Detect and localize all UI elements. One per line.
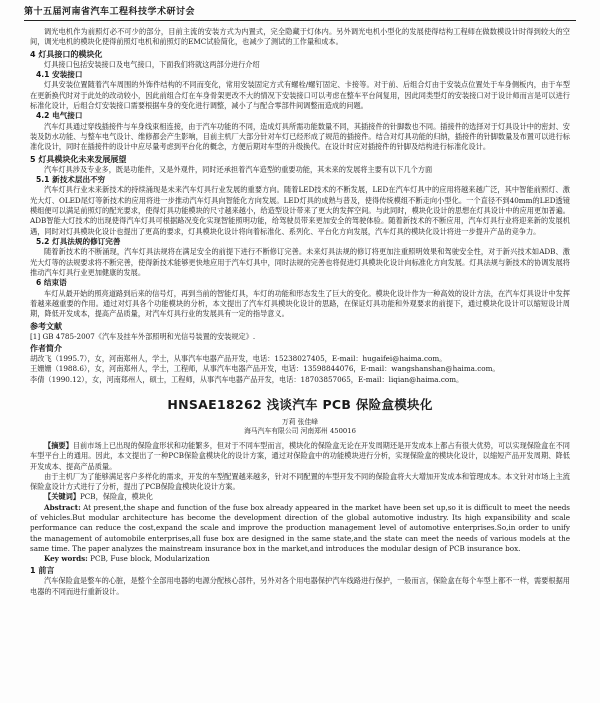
abstract-cn — [30, 441, 570, 472]
article-2-section-1-heading: 1 前言 — [30, 566, 55, 576]
keywords-cn-text: PCB，保险盒，模块化 — [79, 492, 154, 502]
abstract-en-text: At present,the shape and function of the fuse box already appeared in the market have been set up,so it is difficult to meet the needs of vehicles.But modular architecture has become the development direction of the global automotive industry. Its high expansibility and scale performance can reduce the cost,expand the scale and improve the production management level of automotive enterprises.So,in order to unify the management of automobile enterprises,all fuse box are designed in the same state,and the state can meet the needs of various models at the same time. The paper analyzes the mainstream insurance box in the market,and introduces the modular design of PCB insurance box. — [30, 502, 570, 553]
abstract-en-label: Abstract: — [44, 502, 81, 512]
article-2-section-1-body: 汽车保险盒是整车的心脏，是整个全部用电器的电源分配核心部件，另外对各个用电器保护汽车线路进行保护，一般而言，保险盒在每个车型上都不一样，需要根据用电器的不同而进行重新设计。 — [30, 576, 570, 596]
abstract-cn-2: 由于主机厂为了能够满足客户多样化的需求，开发的车型配置越来越多，针对不同配置的车型开发不同的保险盒将大大增加开发成本和管理成本。本文针对市场上主流保险盒设计方式进行了分析，提出了PCB保险盒模块化设计方案。 — [30, 471, 570, 492]
section-5-body: 汽车灯具涉及专业多，既是功能件，又是外观件，同时还承担着汽车造型的重要功能，其未来的发展将主要有以下几个方面 — [44, 164, 433, 174]
keywords-cn-label: 【关键词】 — [44, 492, 80, 502]
section-4-2-heading: 4.2 电气接口 — [36, 111, 83, 121]
section-5-2-heading: 5.2 灯具法规的修订完善 — [36, 236, 121, 246]
reference-item: [1] GB 4785-2007《汽车及挂车外部照明和光信号装置的安装规定》. — [30, 331, 256, 341]
author-info-heading: 作者简介 — [30, 344, 62, 354]
section-5-2-body: 随着新技术的不断涌现，汽车灯具法规将在满足安全的前提下进行不断修订完善。未来灯具法规的修订将更加注重照明效果和驾驶安全性，对于新兴技术如ADB、激光大灯等的法规要求将不断完善，使得新技术能够更快地应用于汽车灯具中，同时法规的完善也将促进灯具模块化设计向标准化方向发展。灯具法规与新技术的协调发展将推动汽车灯具行业更加健康的发展。 — [30, 247, 570, 278]
author-info-item: 胡改飞（1995.7），女，河南郑州人，学士，从事汽车电器产品开发，电话：15238027405，E-mail：hugaifei@haima.com。 — [30, 354, 447, 364]
keywords-en — [30, 554, 570, 564]
running-head: 第十五届河南省汽车工程科技学术研讨会 — [24, 4, 576, 21]
author-info-item: 李倩（1990.12），女，河南郑州人，硕士，工程师，从事汽车电器产品开发，电话：18703857065，E-mail：liqian@haima.com。 — [30, 374, 464, 384]
section-6-body: 车灯从最开始的照亮道路到后来的信号灯，再到当前的智能灯具，车灯的功能和形态发生了巨大的变化。模块化设计作为一种高效的设计方法，在汽车灯具设计中发挥着越来越重要的作用。通过对灯具各个功能模块的分析，本文提出了汽车灯具模块化设计的思路，在保证灯具功能和外观要求的前提下，通过模块化设计可以缩短设计周期，降低开发成本，提高产品质量，对汽车灯具行业的发展具有一定的指导意义。 — [30, 288, 570, 319]
section-5-heading: 5 灯具模块化未来发展展望 — [30, 154, 127, 164]
article-2-title: HNSAE18262 浅谈汽车 PCB 保险盒模块化 — [167, 396, 433, 412]
keywords-en-text: PCB, Fuse block, Modularization — [90, 554, 210, 564]
section-5-1-body: 汽车灯具行业未来新技术的持续涌现是未来汽车灯具行业发展的重要方向。随着LED技术的不断发展，LED在汽车灯具中的应用将越来越广泛，其中智能前照灯、激光大灯、OLED尾灯等新技术的应用将进一步推动汽车灯具向智能化方向发展。LED灯具的成熟与普及，使得传统模组不断走向小型化。一个直径不到40mm的LED透镜模组便可以满足前照灯的配光要求，使得灯具功能模块的尺寸越来越小，给造型设计带来了更大的发挥空间。与此同时，模块化设计的思想在灯具设计中的应用更加普遍。ADB智能大灯技术的出现使得汽车灯具可根据路况变化实现智能照明功能，给驾驶员带来更加安全的驾驶体验。随着新技术的不断应用，汽车灯具行业将迎来新的发展机遇，同时对灯具模块化设计也提出了更高的要求，灯具模块化设计将向着标准化、系列化、平台化方向发展，汽车灯具的模块化设计将进一步提升产品的竞争力。 — [30, 185, 570, 236]
keywords-cn — [30, 492, 570, 502]
article-2-affiliation: 海马汽车有限公司 河南郑州 450016 — [244, 426, 356, 435]
section-4-1-heading: 4.1 安装接口 — [36, 69, 83, 79]
abstract-cn-text: 目前市场上已出现的保险盒形状和功能繁多，但对于不同车型而言，模块化的保险盒无论在开发周期还是开发成本上都占有很大优势，可以实现保险盒在不同车型平台上的通用。因此，本文提出了一种PCB保险盒模块化的设计方案，通过对保险盒中的功能模块进行分析，实现保险盒的模块化设计，以缩短产品开发周期、降低开发成本、提高产品质量。 — [30, 440, 570, 471]
keywords-en-label: Key words: — [44, 554, 88, 564]
intro-paragraph: 调光电机作为前照灯必不可少的部分，目前主流的安装方式为内置式，完全隐藏于灯体内。另外调光电机小型化的发展使得结构工程师在做数模设计时得到较大的空间，调光电机的模块化使得前照灯电机和前照灯的EMC试验简化，也减少了测试的工作量和成本。 — [30, 27, 570, 47]
section-4-body: 灯具接口包括安装接口及电气接口，下面我们将就这两部分进行介绍 — [44, 59, 260, 69]
section-6-heading: 6 结束语 — [36, 278, 67, 288]
section-5-1-heading: 5.1 新技术层出不穷 — [36, 174, 106, 184]
section-4-2-body: 汽车灯具通过穿线插接件与车身线束相连接，由于汽车功能的不同，造成灯具所需功能数量不同，其插接件的针脚数也不同。插接件的选择对于灯具设计中的密封、安装及防水功能、与整车电气设计、维修都会产生影响，目前主机厂大部分针对车灯已经形成了规范的插接件。结合对灯具功能的归纳，插接件的针脚数量及布置可以进行标准化设计，同时在插接件的设计中应尽量考虑到平台化的概念，方便后期对车型的升级换代。在设计时应对插接件的针脚及结构进行标准化设计。 — [30, 121, 570, 152]
abstract-en — [30, 503, 570, 554]
author-info-item: 王姗姗（1988.6），女，河南郑州人，学士，工程师，从事汽车电器产品开发，电话：13598844076，E-mail：wangshanshan@haima.com。 — [30, 364, 500, 374]
section-4-1-body: 灯具安装位置随着汽车周围的外饰件结构的不同而变化，常用安装固定方式有螺栓/螺钉固定、卡接等。对于前、后组合灯由于安装点位置处于车身侧板内，由于车型在更新换代时对于此处的改动较小，因此前组合灯在车身骨架更改不大的情况下安装接口可以考虑在整车平台间复用，因此同类型灯的安装接口对于设计师而言是可以进行标准化设计，后组合灯安装接口需要根据车身的变化进行调整，减小了与配合零部件间调整而造成的问题。 — [30, 80, 570, 110]
abstract-cn-label: 【摘要】 — [44, 440, 73, 450]
section-4-heading: 4 灯具接口的模块化 — [30, 49, 103, 59]
references-heading: 参考文献 — [30, 321, 62, 331]
article-2-authors: 万莉 张佳峰 — [281, 417, 319, 426]
